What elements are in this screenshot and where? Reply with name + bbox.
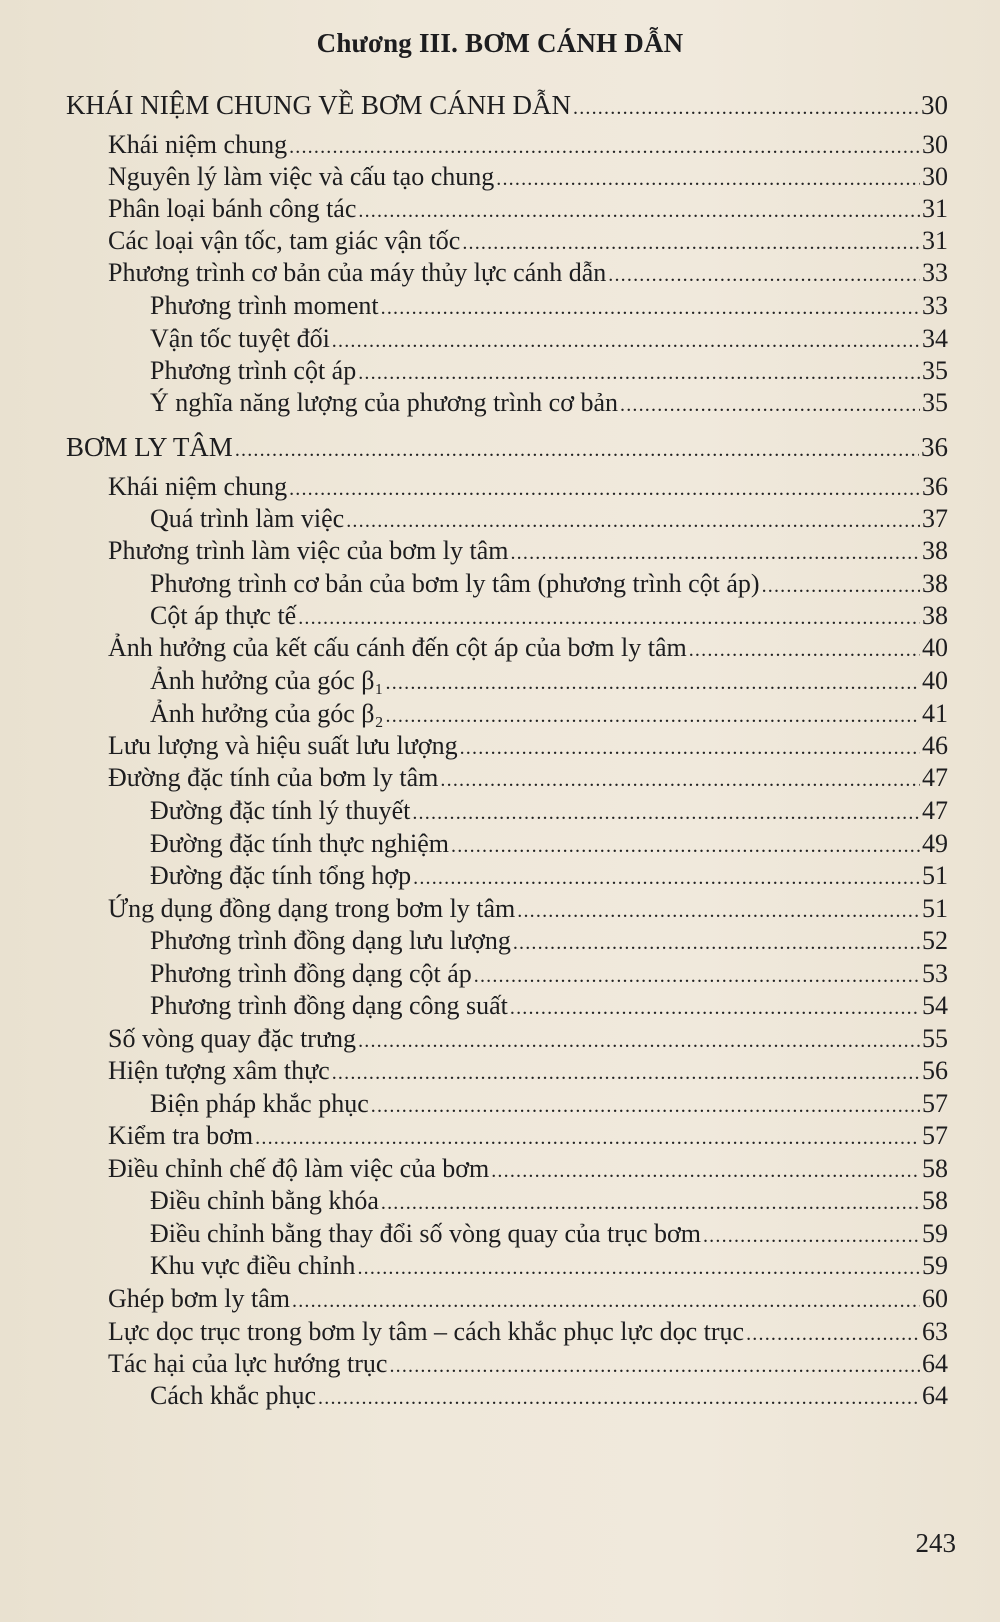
toc-entry-title: Điều chỉnh bằng thay đổi số vòng quay của trục bơm [150,1219,701,1248]
toc-entry-title: Phương trình đồng dạng cột áp [150,959,472,988]
toc-entry-title: KHÁI NIỆM CHUNG VỀ BƠM CÁNH DẪN [66,90,571,120]
toc-entry [150,1217,948,1251]
dot-leader [517,894,920,928]
toc-entry-page: 52 [922,926,948,955]
toc-entry-page: 53 [922,959,948,988]
toc-entry-title: Phương trình đồng dạng lưu lượng [150,926,511,955]
toc-entry-page: 51 [922,894,948,923]
toc-entry-title: Vận tốc tuyệt đối [150,324,330,353]
toc-entry [108,1119,948,1153]
toc-entry [150,1087,948,1121]
dot-leader [346,504,920,538]
toc-entry-title: Phân loại bánh công tác [108,194,357,223]
toc-entry [108,1054,948,1088]
toc-entry [150,1184,948,1218]
toc-entry [150,354,948,388]
toc-entry-page: 54 [922,991,948,1020]
toc-entry-title: BƠM LY TÂM [66,432,233,462]
dot-leader [381,1186,920,1220]
toc-entry-page: 33 [922,291,948,320]
toc-entry-title: Ứng dụng đồng dạng trong bơm ly tâm [108,894,516,923]
toc-entry-page: 35 [922,388,948,417]
toc-entry [108,128,948,162]
toc-entry [108,256,948,290]
toc-entry-page: 63 [922,1317,948,1346]
toc-entry [108,224,948,258]
toc-entry-title: Điều chỉnh chế độ làm việc của bơm [108,1154,490,1183]
toc-entry-page: 58 [922,1186,948,1215]
toc-entry-page: 59 [922,1251,948,1280]
toc-entry-title: Khu vực điều chỉnh [150,1251,356,1280]
dot-leader [332,1056,920,1090]
toc-entry-title: Phương trình cơ bản của máy thủy lực cánh dẫn [108,258,607,287]
dot-leader [358,356,920,390]
dot-leader [462,226,920,260]
toc-entry-title: Số vòng quay đặc trưng [108,1024,357,1053]
toc-entry-title: Ảnh hưởng của kết cấu cánh đến cột áp của bơm ly tâm [108,633,687,662]
toc-entry-page: 64 [922,1381,948,1410]
toc-entry-page: 30 [922,162,948,191]
toc-entry-page: 59 [922,1219,948,1248]
dot-leader [235,433,919,467]
toc-entry [108,892,948,926]
dot-leader [358,1024,920,1058]
toc-entry [150,957,948,991]
toc-entry-page: 57 [922,1121,948,1150]
toc-entry-title: Ghép bơm ly tâm [108,1284,290,1313]
toc-entry [150,859,948,893]
toc-entry-page: 57 [922,1089,948,1118]
toc-entry-title: Ảnh hưởng của góc β₁ [150,666,384,695]
page-number: 243 [915,1528,956,1558]
dot-leader [289,472,920,506]
toc-entry [150,989,948,1023]
toc-entry-page: 49 [922,829,948,858]
toc-entry-title: Tác hại của lực hướng trục [108,1349,388,1378]
dot-leader [496,162,920,196]
toc-entry [150,289,948,323]
toc-entry [150,386,948,420]
dot-leader [513,926,920,960]
toc-entry [150,664,948,698]
dot-leader [292,1284,920,1318]
toc-entry [108,1315,948,1349]
toc-entry-title: Phương trình moment [150,291,379,320]
toc-entry [150,924,948,958]
toc-entry [108,1022,948,1056]
toc-entry-title: Phương trình cơ bản của bơm ly tâm (phương trình cột áp) [150,569,760,598]
dot-leader [289,130,920,164]
toc-entry-title: Hiện tượng xâm thực [108,1056,330,1085]
toc-entry-page: 38 [922,601,948,630]
dot-leader [371,1089,920,1123]
toc-entry [150,827,948,861]
toc-entry-page: 51 [922,861,948,890]
toc-entry-title: Cách khắc phục [150,1381,317,1410]
toc-entry-page: 60 [922,1284,948,1313]
toc-entry [150,567,948,601]
dot-leader [703,1219,920,1253]
toc-entry-title: Đường đặc tính lý thuyết [150,796,411,825]
toc-entry [108,470,948,504]
toc-entry-title: Cột áp thực tế [150,601,297,630]
dot-leader [255,1121,920,1155]
toc-entry [108,631,948,665]
toc-entry-page: 46 [922,731,948,760]
toc-entry-page: 37 [922,504,948,533]
toc-entry-title: Phương trình đồng dạng công suất [150,991,508,1020]
toc-entry-title: Quá trình làm việc [150,504,345,533]
toc-entry-page: 36 [922,472,948,501]
toc-entry-page: 30 [922,130,948,159]
toc-entry-title: Điều chỉnh bằng khóa [150,1186,379,1215]
dot-leader [451,829,920,863]
toc-entry-title: Nguyên lý làm việc và cấu tạo chung [108,162,495,191]
toc-entry-title: Đường đặc tính thực nghiệm [150,829,449,858]
dot-leader [386,699,920,733]
toc-entry-page: 38 [922,536,948,565]
dot-leader [620,388,920,422]
toc-entry [108,160,948,194]
toc-entry [108,729,948,763]
toc-entry [150,794,948,828]
toc-entry [150,599,948,633]
toc-entry-page: 31 [922,194,948,223]
toc-entry-page: 47 [922,763,948,792]
toc-entry-title: Các loại vận tốc, tam giác vận tốc [108,226,461,255]
toc-entry-page: 56 [922,1056,948,1085]
toc-entry [108,761,948,795]
toc-entry-title: Lực dọc trục trong bơm ly tâm – cách khắc phục lực dọc trục [108,1317,745,1346]
toc-entry-title: Khái niệm chung [108,472,288,501]
toc-entry-page: 55 [922,1024,948,1053]
toc-entry-title: Lưu lượng và hiệu suất lưu lượng [108,731,458,760]
toc-entry [150,502,948,536]
dot-leader [510,536,920,570]
toc-entry [150,697,948,731]
toc-entry-title: Khái niệm chung [108,130,288,159]
dot-leader [460,731,920,765]
toc-entry-page: 40 [922,666,948,695]
dot-leader [381,291,920,325]
toc-entry [66,88,948,122]
toc-entry [66,430,948,464]
dot-leader [689,633,920,667]
toc-entry-page: 40 [922,633,948,662]
dot-leader [762,569,920,603]
dot-leader [413,861,920,895]
dot-leader [746,1317,920,1351]
toc-entry [108,1282,948,1316]
dot-leader [412,796,920,830]
dot-leader [474,959,920,993]
toc-entry-page: 41 [922,699,948,728]
dot-leader [358,194,920,228]
dot-leader [608,258,920,292]
dot-leader [318,1381,920,1415]
dot-leader [386,666,920,700]
toc-entry-page: 31 [922,226,948,255]
toc-entry-page: 33 [922,258,948,287]
dot-leader [357,1251,920,1285]
toc-entry-title: Phương trình làm việc của bơm ly tâm [108,536,509,565]
dot-leader [510,991,920,1025]
toc-entry-page: 58 [922,1154,948,1183]
toc-entry [150,1379,948,1413]
dot-leader [298,601,920,635]
toc-entry-title: Kiểm tra bơm [108,1121,254,1150]
toc-entry [108,1152,948,1186]
toc-entry-page: 34 [922,324,948,353]
toc-entry-page: 38 [922,569,948,598]
toc-entry [150,322,948,356]
chapter-title: Chương III. BƠM CÁNH DẪN [316,28,684,58]
toc-entry-title: Biện pháp khắc phục [150,1089,369,1118]
dot-leader [332,324,920,358]
toc-entry-title: Ý nghĩa năng lượng của phương trình cơ bản [150,388,618,417]
toc-entry-page: 47 [922,796,948,825]
toc-entry [108,192,948,226]
dot-leader [389,1349,920,1383]
dot-leader [491,1154,920,1188]
toc-entry [108,534,948,568]
dot-leader [573,91,919,125]
toc-entry [108,1347,948,1381]
toc-entry-page: 36 [921,432,948,462]
toc-entry-title: Đường đặc tính của bơm ly tâm [108,763,439,792]
toc-entry-page: 35 [922,356,948,385]
toc-entry-page: 64 [922,1349,948,1378]
toc-entry-title: Phương trình cột áp [150,356,357,385]
toc-entry-page: 30 [921,90,948,120]
dot-leader [440,763,920,797]
toc-entry-title: Đường đặc tính tổng hợp [150,861,412,890]
toc-entry-title: Ảnh hưởng của góc β₂ [150,699,384,728]
toc-entry [150,1249,948,1283]
